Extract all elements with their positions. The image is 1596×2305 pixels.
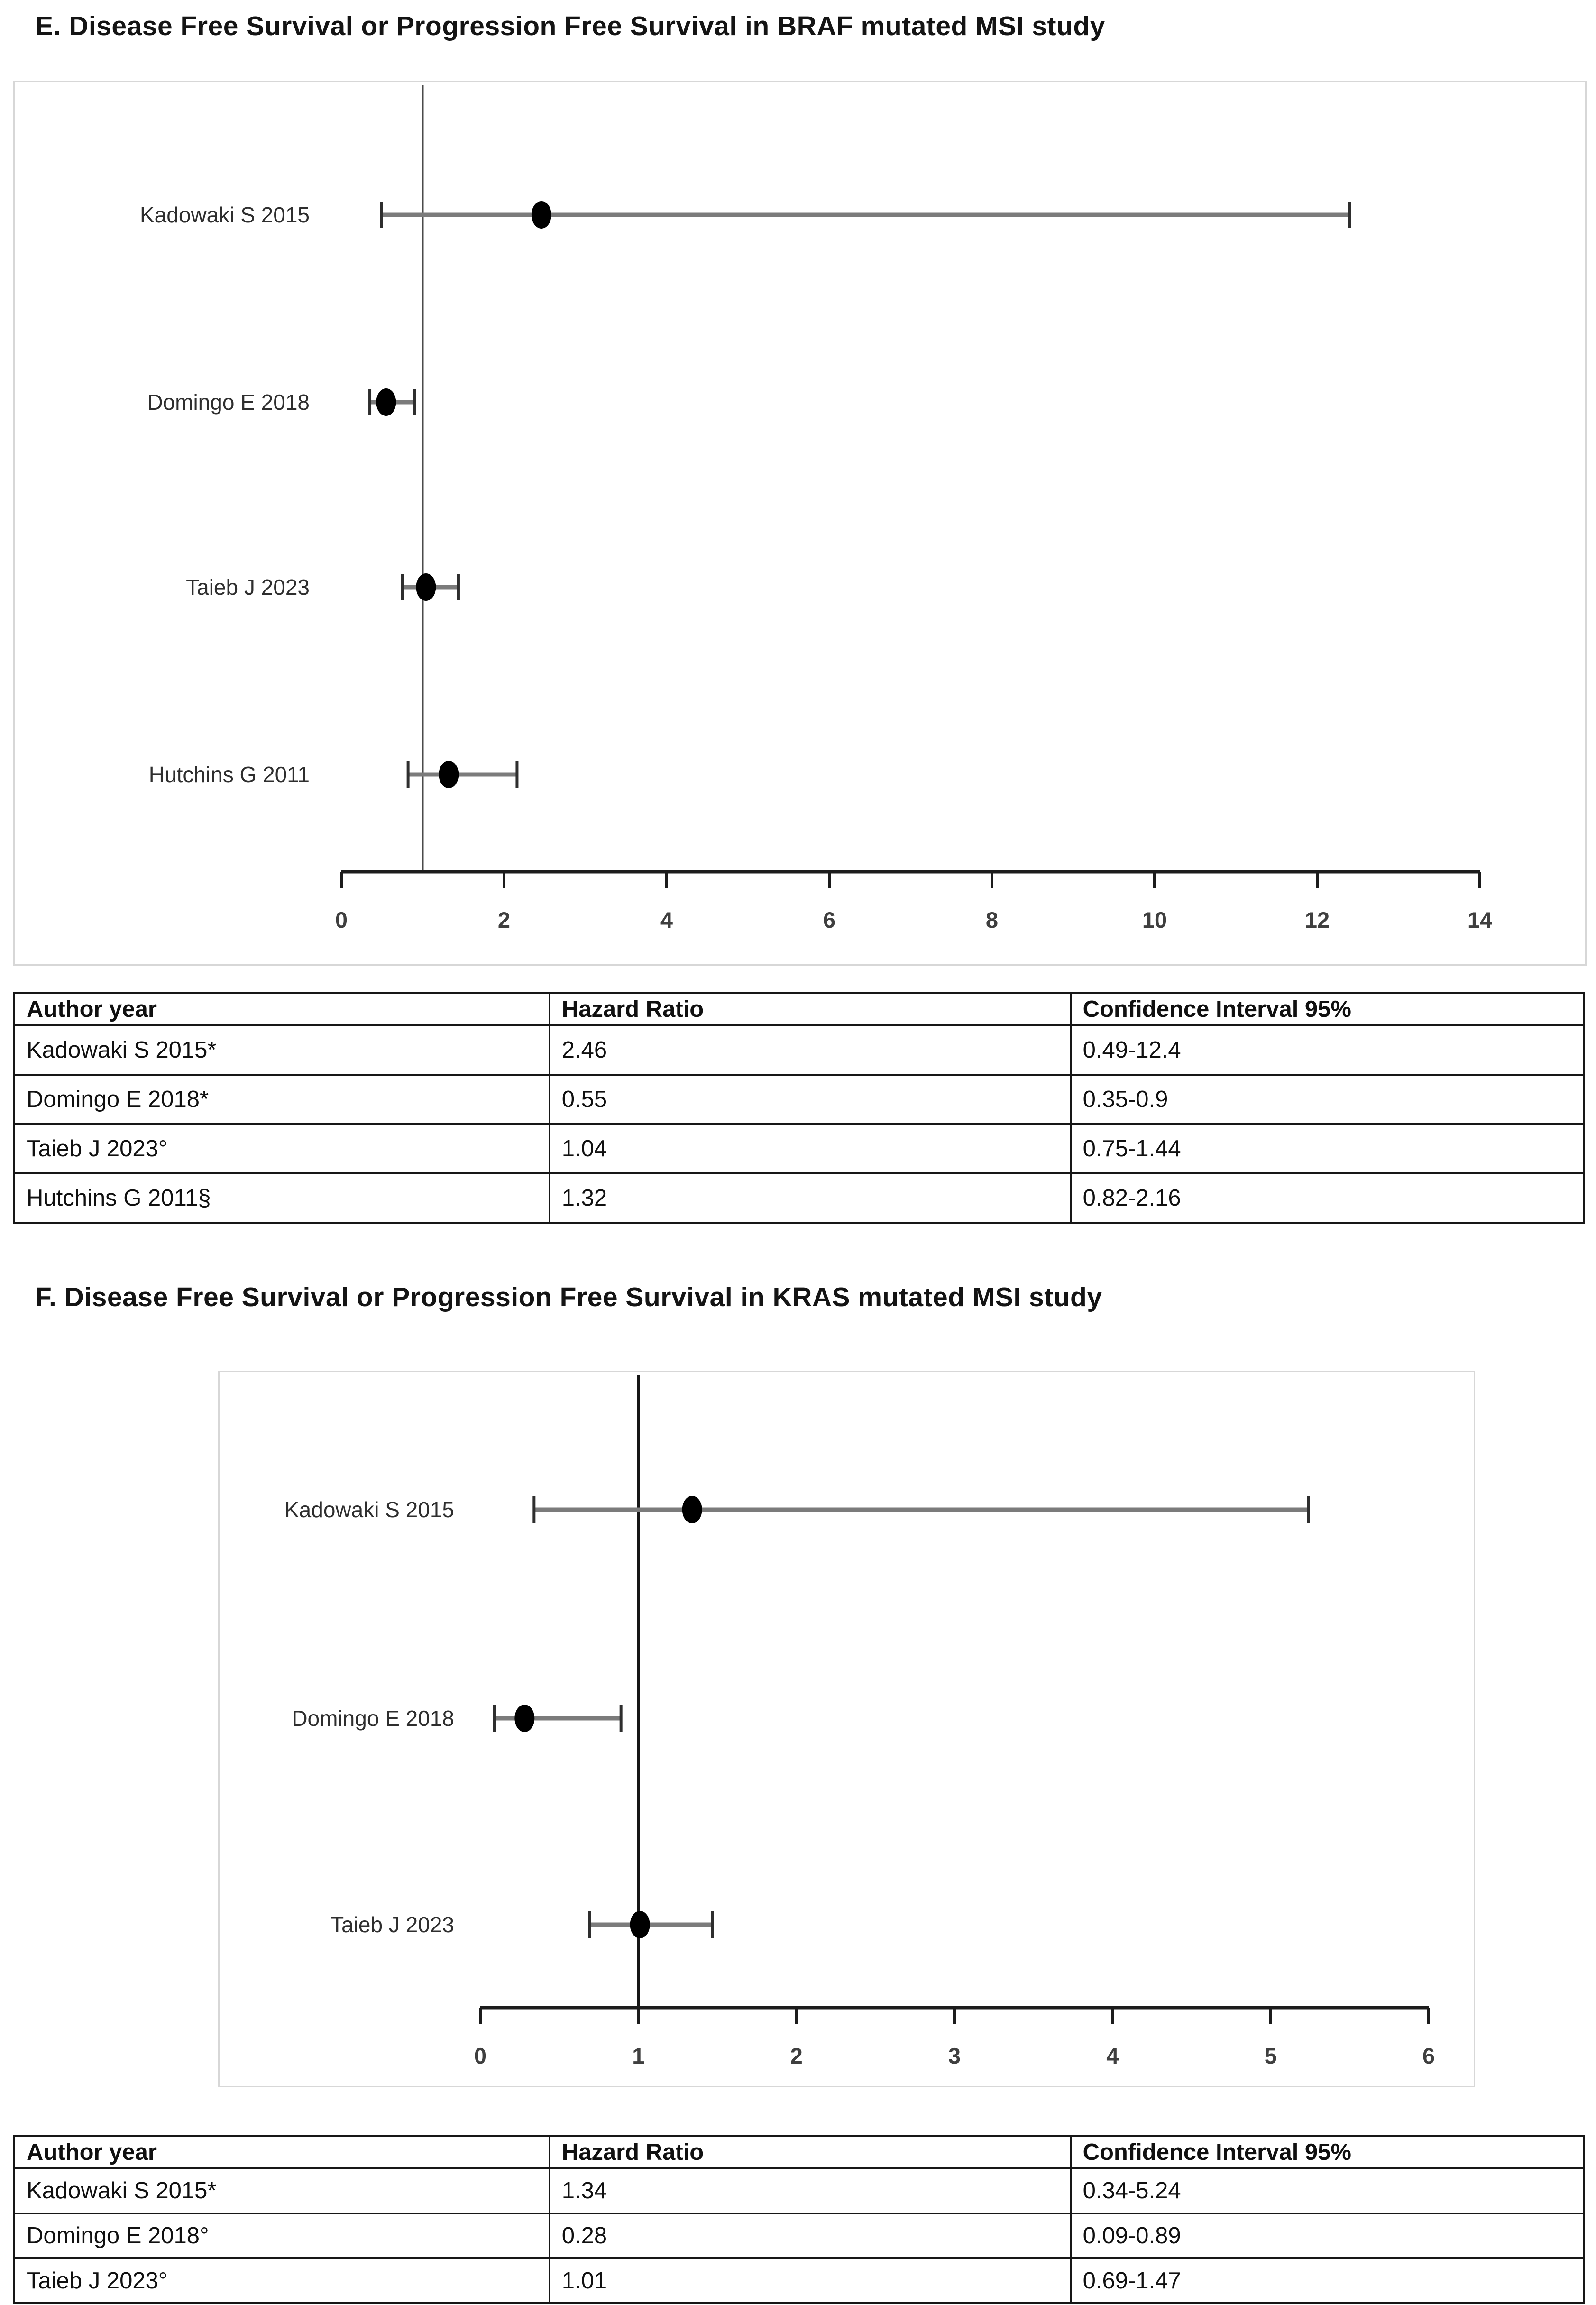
- table-header-row: [14, 993, 1584, 1025]
- table-row: [14, 2213, 1584, 2259]
- table-cell: Domingo E 2018*: [14, 1075, 550, 1124]
- x-tick-label: 10: [1142, 907, 1167, 932]
- x-tick-label: 0: [335, 907, 348, 932]
- column-header: Confidence Interval 95%: [1071, 993, 1584, 1025]
- table-cell: 0.28: [550, 2213, 1071, 2259]
- x-tick-label: 4: [660, 907, 673, 932]
- study-label: Domingo E 2018: [292, 1706, 454, 1731]
- column-header: Author year: [14, 2136, 550, 2168]
- table-cell: 1.34: [550, 2168, 1071, 2213]
- table-row: [14, 2258, 1584, 2303]
- table-cell: Hutchins G 2011§: [14, 1173, 550, 1223]
- hazard-ratio-table-e: [13, 992, 1585, 1224]
- table-cell: 0.09-0.89: [1071, 2213, 1584, 2259]
- column-header: Hazard Ratio: [550, 2136, 1071, 2168]
- x-tick-label: 6: [823, 907, 836, 932]
- forest-row: [149, 761, 517, 788]
- hr-marker: [376, 388, 396, 416]
- forest-plot-e: [15, 82, 1585, 964]
- hr-marker: [682, 1496, 702, 1523]
- hr-marker: [532, 201, 551, 229]
- table-cell: 0.34-5.24: [1071, 2168, 1584, 2213]
- forest-row: [284, 1496, 1309, 1523]
- forest-row: [140, 201, 1350, 229]
- table-row: [14, 1075, 1584, 1124]
- x-tick-label: 2: [497, 907, 511, 932]
- study-label: Hutchins G 2011: [148, 762, 310, 787]
- table-cell: Taieb J 2023°: [14, 2258, 550, 2303]
- table-row: [14, 1025, 1584, 1075]
- forest-row: [330, 1911, 713, 1938]
- x-tick-label: 3: [948, 2043, 961, 2068]
- study-label: Taieb J 2023: [330, 1912, 454, 1937]
- column-header: Author year: [14, 993, 550, 1025]
- forest-row: [292, 1705, 621, 1732]
- table-cell: 0.35-0.9: [1071, 1075, 1584, 1124]
- hr-marker: [630, 1911, 650, 1938]
- hazard-ratio-table-f: [13, 2135, 1585, 2304]
- table-cell: 0.75-1.44: [1071, 1124, 1584, 1173]
- forest-plot-e-box: [13, 81, 1587, 966]
- x-tick-label: 1: [632, 2043, 645, 2068]
- hr-marker: [514, 1705, 534, 1732]
- study-label: Kadowaki S 2015: [284, 1497, 454, 1522]
- table-cell: Taieb J 2023°: [14, 1124, 550, 1173]
- study-label: Taieb J 2023: [186, 575, 310, 599]
- forest-plot-f-box: [218, 1371, 1475, 2087]
- table-row: [14, 2168, 1584, 2213]
- x-tick-label: 0: [474, 2043, 487, 2068]
- table-cell: 0.69-1.47: [1071, 2258, 1584, 2303]
- forest-row: [147, 388, 414, 416]
- x-tick-label: 6: [1422, 2043, 1435, 2068]
- panel-e-title: E. Disease Free Survival or Progression Free Survival in BRAF mutated MSI study: [35, 11, 1105, 41]
- table-cell: Kadowaki S 2015*: [14, 2168, 550, 2213]
- table-cell: Domingo E 2018°: [14, 2213, 550, 2259]
- forest-plot-f: [220, 1372, 1474, 2086]
- hr-marker: [439, 761, 459, 788]
- study-label: Kadowaki S 2015: [139, 203, 310, 227]
- x-tick-label: 12: [1304, 907, 1330, 932]
- table-cell: 1.32: [550, 1173, 1071, 1223]
- x-tick-label: 4: [1106, 2043, 1119, 2068]
- table-cell: 2.46: [550, 1025, 1071, 1075]
- table-row: [14, 1173, 1584, 1223]
- column-header: Hazard Ratio: [550, 993, 1071, 1025]
- x-tick-label: 2: [790, 2043, 803, 2068]
- column-header: Confidence Interval 95%: [1071, 2136, 1584, 2168]
- forest-row: [186, 573, 459, 601]
- table-header-row: [14, 2136, 1584, 2168]
- table-cell: 0.49-12.4: [1071, 1025, 1584, 1075]
- table-cell: 0.82-2.16: [1071, 1173, 1584, 1223]
- x-tick-label: 5: [1264, 2043, 1277, 2068]
- x-tick-label: 14: [1467, 907, 1493, 932]
- table-cell: 1.01: [550, 2258, 1071, 2303]
- table-cell: 0.55: [550, 1075, 1071, 1124]
- table-cell: 1.04: [550, 1124, 1071, 1173]
- table-cell: Kadowaki S 2015*: [14, 1025, 550, 1075]
- x-tick-label: 8: [985, 907, 999, 932]
- panel-f-title: F. Disease Free Survival or Progression Free Survival in KRAS mutated MSI study: [35, 1282, 1102, 1312]
- study-label: Domingo E 2018: [147, 390, 310, 415]
- table-row: [14, 1124, 1584, 1173]
- hr-marker: [416, 573, 436, 601]
